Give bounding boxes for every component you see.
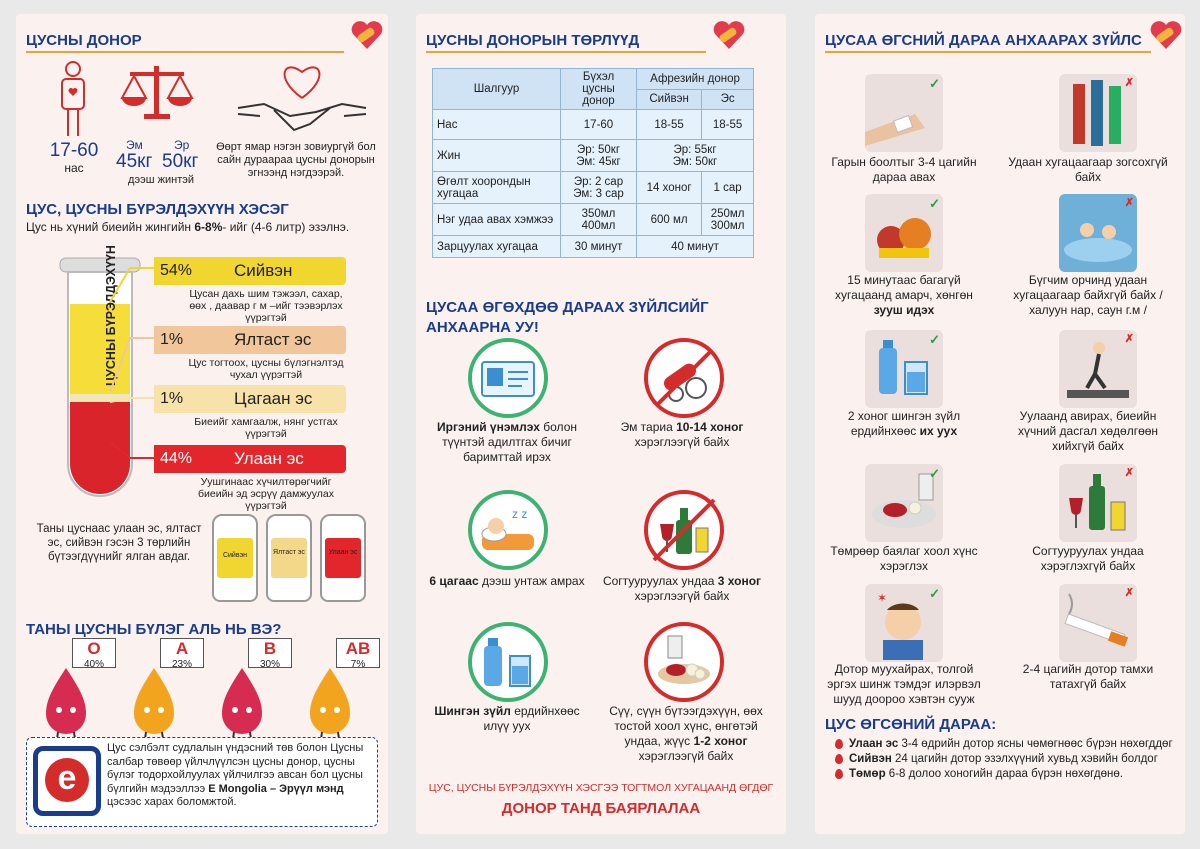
- group-pct: 30%: [259, 659, 280, 670]
- tip-text: [819, 409, 989, 439]
- blood-drop-AB-icon: [302, 662, 362, 748]
- tip-pre: 2 хоног шингэн зүйл ердийнхөөс: [847, 409, 961, 438]
- item-text: болон түүнтэй адилтгах бичиг баримттай ирэх: [442, 420, 577, 464]
- blood-drop-icon: [835, 769, 843, 779]
- cell-cell: 1 сар: [702, 172, 754, 204]
- item-text: хэрэглээгүй байх: [634, 589, 730, 603]
- male-weight: 50кг: [162, 151, 199, 172]
- cross-icon: ✗: [1124, 77, 1134, 89]
- id-card-icon: [472, 342, 544, 414]
- title-underline: [825, 51, 1151, 53]
- th-whole: Бүхэл цусны донор: [561, 69, 637, 110]
- tip-text: Гарын боолтыг 3-4 цагийн дараа авах: [831, 155, 977, 184]
- group-name: O: [87, 639, 101, 658]
- component-white-cells: [154, 385, 346, 413]
- group-name: B: [263, 639, 277, 658]
- blood-groups: [30, 636, 380, 746]
- fatty-food-icon: [648, 626, 720, 698]
- table-row: [433, 236, 754, 258]
- panel-after-donation: [815, 14, 1185, 834]
- table-row: [433, 204, 754, 236]
- altruism-text: Өөрт ямар нэгэн зовиургүй бол сайн дураараа цусны донорын эгнээнд нэгдээрэй.: [216, 141, 376, 179]
- row-label: Зарцуулах хугацаа: [433, 236, 561, 258]
- blood-drop-icon: [835, 754, 843, 764]
- component-platelets: [154, 326, 346, 354]
- item-bold: Шингэн зүйл: [434, 704, 511, 718]
- th-plasma: Сийвэн: [637, 89, 702, 110]
- emongolia-bold: E Mongolia – Эрүүл мэнд: [208, 782, 344, 795]
- recovery-text: 6-8 долоо хоногийн дараа бүрэн нөхөгдөнө.: [885, 768, 1123, 780]
- blood-drop-B-icon: [214, 662, 274, 748]
- bandaged-arm-picture: [865, 74, 943, 152]
- recovery-item: [835, 738, 1175, 751]
- heart-bandage-icon: [712, 20, 746, 50]
- item-fluids-text: [422, 704, 592, 734]
- recovery-bold: Сийвэн: [849, 753, 892, 765]
- cell-cell: 250мл 300мл: [702, 204, 754, 236]
- pills-icon: [648, 342, 720, 414]
- component-desc: Цусан дахь шим тэжээл, сахар, өөх , даавар г м –ийг тээвэрлэх үүрэгтэй: [189, 288, 343, 324]
- tip-text: Төмрөөр баялаг хоол хүнс хэрэглэх: [830, 544, 978, 573]
- table-row: [433, 110, 754, 140]
- recovery-list: [835, 738, 1175, 781]
- table-row: [433, 140, 754, 172]
- emongolia-pre: Цус сэлбэлт судлалын үндэсний төв болон Цусны салбар төвөөр үйлчлүүлсэн цусны донор, цусны бүлэг тодорхойлуулах үйлчилгээ авсан бол цусны бүлгийн мэдээллээ: [107, 742, 364, 795]
- male-label: Эр: [174, 138, 190, 152]
- section-title-after-donation: ЦУС ӨГСӨНИЙ ДАРАА:: [825, 716, 997, 733]
- item-text: ердийнхөөс илүү уух: [483, 704, 580, 733]
- cell-plasma: 18-55: [637, 110, 702, 140]
- tip-text: 2-4 цагийн дотор тамхи татахгүй байх: [1022, 662, 1154, 691]
- recovery-text: 24 цагийн дотор эзэлхүүний хувьд хэвийн болдог: [891, 753, 1158, 765]
- blood-bag-red-cells: [320, 514, 366, 602]
- tip-text: Бүгчим орчинд удаан хугацаагаар байхгүй байх /халуун нар, саун г.м /: [1013, 273, 1163, 317]
- logo-letter: e: [45, 758, 89, 802]
- blood-bag-platelets: [266, 514, 312, 602]
- cell-cell: 18-55: [702, 110, 754, 140]
- item-text: дээш унтаж амрах: [478, 574, 585, 588]
- component-pct: 44%: [160, 450, 193, 467]
- section-title-types: ЦУСНЫ ДОНОРЫН ТӨРЛҮҮД: [426, 32, 640, 49]
- cross-icon: ✗: [1124, 197, 1134, 209]
- item-pre: Эм тариа: [620, 420, 677, 434]
- item-bold: Иргэний үнэмлэх: [436, 420, 540, 434]
- th-criteria: Шалгуур: [433, 69, 561, 110]
- item-medicine-text: [602, 420, 762, 450]
- tip-text: Согтууруулах ундаа хэрэглэхгүй байх: [1032, 544, 1144, 573]
- female-label: Эм: [126, 138, 143, 152]
- age-value: 17-60: [49, 140, 99, 161]
- th-cell: Эс: [702, 89, 754, 110]
- person-icon: [56, 60, 90, 138]
- title-underline: [26, 51, 344, 53]
- weight-note: дээш жинтэй: [127, 174, 195, 186]
- row-label: Жин: [433, 140, 561, 172]
- cell-apheresis: 40 минут: [637, 236, 754, 258]
- blood-drop-A-icon: [126, 662, 186, 748]
- component-red-cells: [154, 445, 346, 473]
- component-pct: 1%: [160, 331, 184, 348]
- group-pct: 40%: [83, 659, 104, 670]
- bag-label: Улаан эс: [328, 549, 358, 556]
- blood-bags: [210, 514, 370, 606]
- component-desc: Цус тогтоох, цусны бүлэгнэлтэд чухал үүрэгтэй: [188, 357, 344, 381]
- emongolia-text: [107, 742, 373, 810]
- blood-intro-post: - ийг (4-6 литр) эзэлнэ.: [222, 220, 350, 234]
- blood-drop-O-icon: [38, 662, 98, 748]
- tip-pre: 15 минутаас багагүй хугацаанд амарч, хөнгөн: [835, 273, 973, 302]
- section-title-donor: ЦУСНЫ ДОНОР: [26, 32, 142, 49]
- group-pct: 23%: [171, 659, 192, 670]
- section-title-attention: ЦУСАА ӨГӨХДӨӨ ДАРААХ ЗҮЙЛСИЙГ АНХААРНА УУ!: [426, 299, 709, 336]
- cell-apheresis: Эр: 55кг Эм: 50кг: [637, 140, 754, 172]
- fluids-circle: [468, 622, 548, 702]
- snack-picture: [865, 194, 943, 272]
- emongolia-box: [26, 737, 378, 827]
- alcohol-icon: [648, 494, 720, 566]
- standing-people-picture: [1059, 74, 1137, 152]
- cell-whole: 17-60: [561, 110, 637, 140]
- row-label: Нэг удаа авах хэмжээ: [433, 204, 561, 236]
- recovery-bold: Төмөр: [849, 768, 886, 780]
- table-row: [433, 172, 754, 204]
- check-icon: ✓: [929, 586, 940, 601]
- cell-whole: Эр: 2 сар Эм: 3 сар: [561, 172, 637, 204]
- age-label: нас: [64, 161, 84, 175]
- component-desc: Уушгинаас хүчилтөрөгчийг биеийн эд эсрүү дамжуулах үүрэгтэй: [197, 476, 334, 512]
- smoking-picture: [1059, 584, 1137, 662]
- blood-bag-plasma: [212, 514, 258, 602]
- donor-types-table: [432, 68, 754, 258]
- handshake-heart-icon: [234, 58, 370, 136]
- water-bottle-icon: [472, 626, 544, 698]
- cell-whole: 350мл 400мл: [561, 204, 637, 236]
- bags-text: Таны цуснаас улаан эс, ялтаст эс, сийвэн гэсэн 3 төрлийн бүтээгдүүнийг ялган авдаг.: [36, 523, 202, 563]
- component-pct: 54%: [160, 262, 193, 279]
- running-picture: [1059, 330, 1137, 408]
- heart-bandage-icon: [1149, 20, 1183, 50]
- check-icon: ✓: [929, 196, 940, 211]
- blood-drop-icon: [835, 739, 843, 749]
- tip-text: Уулаанд авирах, биеийн хүчний дасгал хөдөлгөөн хийхгүй байх: [1017, 409, 1159, 453]
- component-name: Сийвэн: [234, 261, 293, 280]
- section-title-after: ЦУСАА ӨГСНИЙ ДАРАА АНХААРАХ ЗҮЙЛС: [825, 32, 1142, 49]
- svg-text:z z: z z: [512, 507, 528, 521]
- item-bold: 6 цагаас: [429, 574, 479, 588]
- cross-icon: ✗: [1124, 587, 1134, 599]
- cell-plasma: 14 хоног: [637, 172, 702, 204]
- group-pct: 7%: [350, 659, 366, 670]
- tip-text: [819, 273, 989, 318]
- item-alcohol-text: [602, 574, 762, 604]
- component-pct: 1%: [160, 390, 184, 407]
- footer-thanks: ДОНОР ТАНД БАЯРЛАЛАА: [501, 800, 701, 817]
- dizzy-picture: [865, 584, 943, 662]
- heart-bandage-icon: [350, 20, 384, 50]
- item-pre: Сүү, сүүн бүтээгдэхүүн, өөх тостой хоол хүнс, өнгөтэй ундаа, жүүс: [609, 704, 763, 748]
- check-icon: ✓: [929, 466, 940, 481]
- component-name: Улаан эс: [234, 449, 304, 468]
- water-picture: [865, 330, 943, 408]
- cell-plasma: 600 мл: [637, 204, 702, 236]
- cross-icon: ✗: [1124, 467, 1134, 479]
- blood-intro-bold: 6-8%: [194, 220, 223, 234]
- recovery-bold: Улаан эс: [849, 738, 899, 750]
- bag-label: Сийвэн: [222, 552, 248, 559]
- recovery-item: [835, 753, 1175, 766]
- panel-donor-types: [416, 14, 786, 834]
- connector-lines: [108, 262, 158, 492]
- item-text: хэрэглээгүй байх: [638, 749, 734, 763]
- section-title-composition: ЦУС, ЦУСНЫ БҮРЭЛДЭХҮҮН ХЭСЭГ: [26, 201, 289, 218]
- item-text: хэрэглээгүй байх: [634, 435, 730, 449]
- item-fatty-food-text: [596, 704, 776, 764]
- th-apheresis: Афрезийн донор: [637, 69, 754, 90]
- alcohol-circle: [644, 490, 724, 570]
- fatty-food-circle: [644, 622, 724, 702]
- title-underline: [426, 51, 706, 53]
- item-id-card-text: [422, 420, 592, 465]
- item-bold: 1-2 хоног: [693, 734, 748, 748]
- footer-small: ЦУС, ЦУСНЫ БҮРЭЛДЭХҮҮН ХЭСГЭЭ ТОГТМОЛ ХУГАЦААНД ӨГДӨГ: [428, 782, 774, 794]
- female-weight: 45кг: [116, 151, 153, 172]
- iron-food-picture: [865, 464, 943, 542]
- recovery-text: 3-4 өдрийн дотор ясны чөмөгнөөс бүрэн нөхөгддөг: [898, 738, 1173, 750]
- component-desc: Биеийг хамгаалж, нянг устгах үүрэгтэй: [194, 416, 338, 440]
- item-sleep-text: [422, 574, 592, 589]
- check-icon: ✓: [929, 332, 940, 347]
- cell-whole: 30 минут: [561, 236, 637, 258]
- alcohol-picture: [1059, 464, 1137, 542]
- svg-text:✶: ✶: [877, 591, 888, 605]
- sauna-picture: [1059, 194, 1137, 272]
- row-label: Өгөлт хоорондын хугацаа: [433, 172, 561, 204]
- id-card-circle: [468, 338, 548, 418]
- medicine-circle: [644, 338, 724, 418]
- recovery-item: [835, 768, 1175, 781]
- tip-bold: их уух: [919, 424, 958, 438]
- tip-text: Удаан хугацаагаар зогсохгүй байх: [1008, 155, 1168, 184]
- cross-icon: ✗: [1124, 333, 1134, 345]
- item-pre: Согтууруулах ундаа: [602, 574, 718, 588]
- group-name: A: [175, 639, 189, 658]
- component-name: Ялтаст эс: [234, 330, 312, 349]
- bag-label: Ялтаст эс: [273, 549, 305, 556]
- component-name: Цагаан эс: [234, 389, 313, 408]
- sleeping-person-icon: [472, 494, 544, 566]
- tip-text: Дотор муухайрах, толгой эргэх шинж тэмдэг илэрвэл шууд доороо хэвтэн сууж: [827, 662, 981, 706]
- check-icon: ✓: [929, 76, 940, 91]
- group-name: AB: [345, 639, 371, 658]
- component-plasma: [154, 257, 346, 285]
- tube-label: ЦУСНЫ БҮРЭЛДЭХҮҮН: [104, 245, 118, 386]
- item-bold: 10-14 хоног: [676, 420, 744, 434]
- blood-intro-pre: Цус нь хүний биеийн жингийн: [26, 220, 195, 234]
- scale-icon: [120, 62, 194, 122]
- tip-bold: зууш идэх: [873, 303, 935, 317]
- cell-whole: Эр: 50кг Эм: 45кг: [561, 140, 637, 172]
- row-label: Нас: [433, 110, 561, 140]
- emongolia-post: цэсээс харах боломжтой.: [107, 796, 237, 808]
- blood-intro: [26, 219, 376, 235]
- emongolia-logo-icon: [33, 746, 101, 816]
- panel-blood-donor: [16, 14, 388, 834]
- section-title-groups: ТАНЫ ЦУСНЫ БҮЛЭГ АЛЬ НЬ ВЭ?: [26, 621, 282, 638]
- item-bold: 3 хоног: [717, 574, 762, 588]
- sleep-circle: [468, 490, 548, 570]
